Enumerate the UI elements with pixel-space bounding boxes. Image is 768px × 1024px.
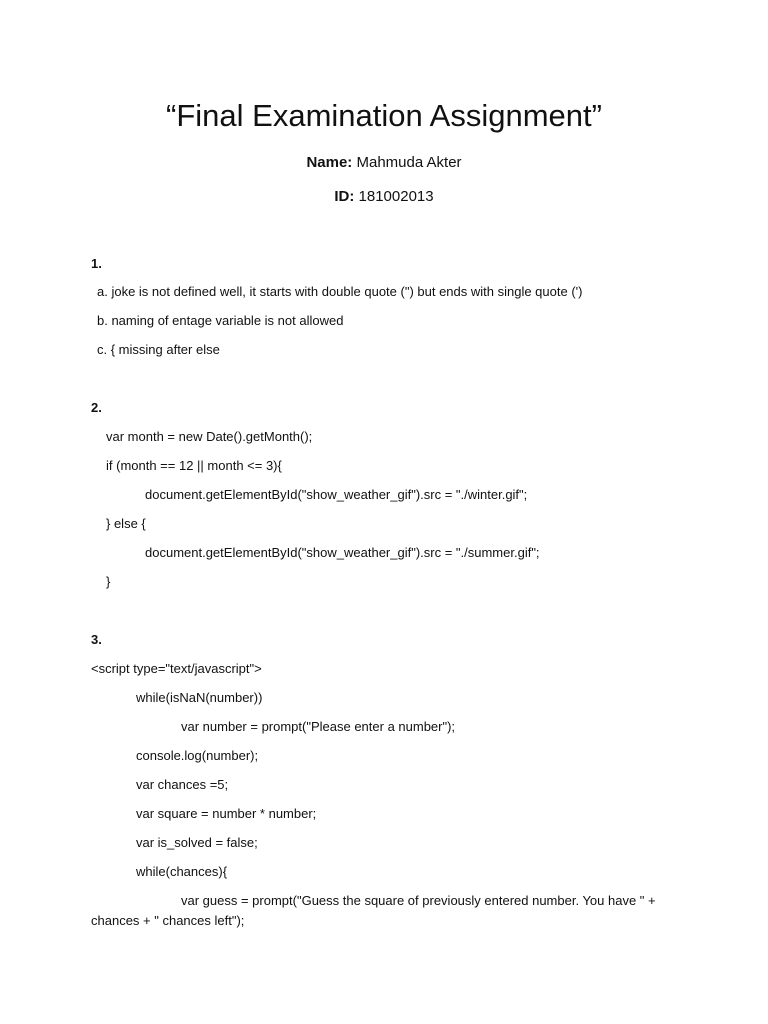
code-line: var guess = prompt("Guess the square of previously entered number. You have " + <box>181 893 656 908</box>
name-value: Mahmuda Akter <box>356 154 462 171</box>
id-line <box>0 187 768 207</box>
question-2-number: 2. <box>91 400 102 415</box>
name-line <box>0 153 768 173</box>
name-label: Name: <box>306 154 353 171</box>
code-line: console.log(number); <box>136 748 259 763</box>
code-line: var number = prompt("Please enter a number"); <box>181 719 456 734</box>
id-label: ID: <box>334 188 355 205</box>
question-1-answer-a: a. joke is not defined well, it starts with double quote (") but ends with single quote (') <box>97 284 583 299</box>
code-line: var is_solved = false; <box>136 835 258 850</box>
code-line: while(isNaN(number)) <box>136 690 263 705</box>
code-line: document.getElementById("show_weather_gif").src = "./winter.gif"; <box>145 487 528 502</box>
document-title: “Final Examination Assignment” <box>166 98 602 133</box>
code-line: document.getElementById("show_weather_gif").src = "./summer.gif"; <box>145 545 540 560</box>
question-1-number: 1. <box>91 256 102 271</box>
code-line: while(chances){ <box>136 864 228 879</box>
question-3-number: 3. <box>91 632 102 647</box>
code-line: chances + " chances left"); <box>91 913 245 928</box>
code-line: if (month == 12 || month <= 3){ <box>106 458 282 473</box>
code-line: <script type="text/javascript"> <box>91 661 262 676</box>
code-line: } <box>106 574 111 589</box>
question-1-answer-b: b. naming of entage variable is not allowed <box>97 313 344 328</box>
code-line: var chances =5; <box>136 777 229 792</box>
question-1-answer-c: c. { missing after else <box>97 342 220 357</box>
code-line: var month = new Date().getMonth(); <box>106 429 313 444</box>
code-line: var square = number * number; <box>136 806 317 821</box>
id-value: 181002013 <box>358 188 434 205</box>
code-line: } else { <box>106 516 146 531</box>
